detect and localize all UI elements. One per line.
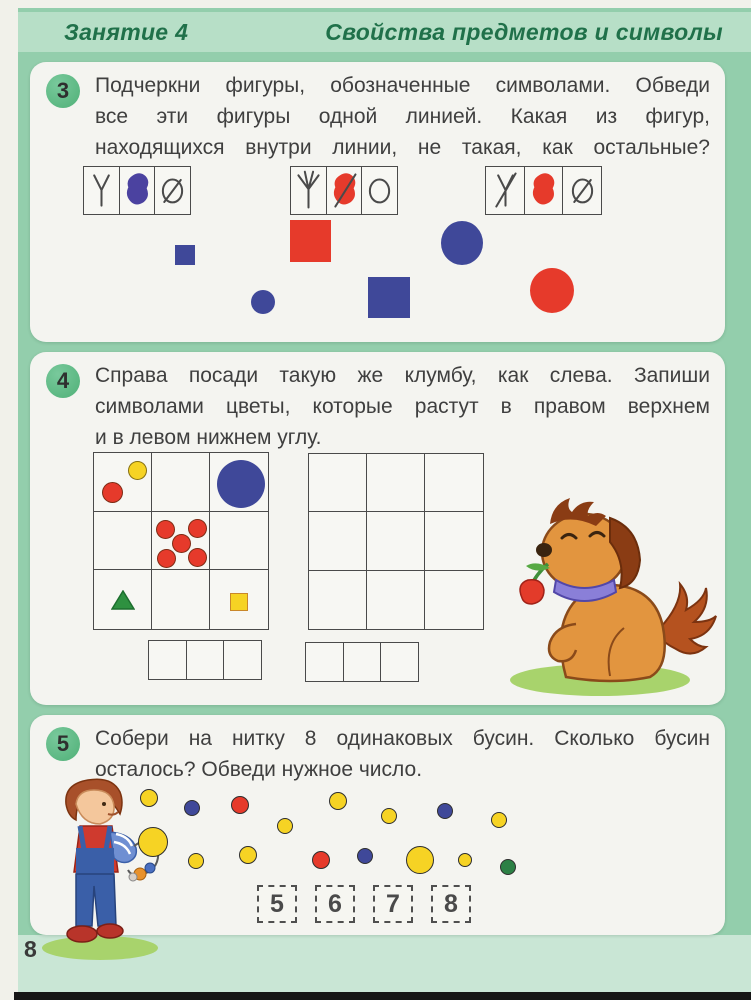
task4-text bbox=[95, 360, 710, 453]
task-text-line: все эти фигуры одной линией. Какая из фигур, bbox=[95, 105, 710, 128]
answer-cell[interactable] bbox=[380, 642, 419, 682]
bead-yellow bbox=[381, 808, 397, 824]
circle-crossed-icon bbox=[154, 166, 191, 215]
flower-circle-red bbox=[102, 482, 123, 503]
bead-yellow bbox=[188, 853, 204, 869]
task-text-line: Собери на нитку 8 одинаковых бусин. Сколько бусин bbox=[95, 727, 710, 750]
task-text-line: находящихся внутри линии, не такая, как остальные? bbox=[95, 136, 710, 159]
bead-yellow bbox=[406, 846, 434, 874]
bead-red bbox=[312, 851, 330, 869]
task-text-line: символами цветы, которые растут в правом верхнем bbox=[95, 395, 710, 418]
dog-illustration bbox=[492, 476, 722, 701]
y-symbol-crossed-icon bbox=[485, 166, 525, 215]
left-flowerbed-grid bbox=[93, 452, 269, 630]
left-answer-row bbox=[150, 640, 262, 680]
bead-green bbox=[500, 859, 516, 875]
page-number: 8 bbox=[24, 936, 37, 962]
right-flowerbed-grid bbox=[308, 453, 484, 630]
lesson-label: Занятие 4 bbox=[64, 18, 189, 45]
bead-yellow bbox=[239, 846, 257, 864]
blue-blob-icon bbox=[119, 166, 156, 215]
red-blob-icon bbox=[524, 166, 564, 215]
task-text-line: Справа посади такую же клумбу, как слева. Запиши bbox=[95, 364, 710, 387]
scan-edge-bar bbox=[14, 992, 751, 1000]
choice-8[interactable]: 8 bbox=[431, 885, 471, 923]
task4-badge: 4 bbox=[46, 364, 80, 398]
circle-crossed-icon bbox=[562, 166, 602, 215]
bead-yellow bbox=[329, 792, 347, 810]
flower-triangle-triangle_green bbox=[111, 590, 135, 615]
choice-6[interactable]: 6 bbox=[315, 885, 355, 923]
choice-5[interactable]: 5 bbox=[257, 885, 297, 923]
grid-items bbox=[94, 453, 268, 629]
task5-text bbox=[95, 723, 710, 785]
shape-square-red[interactable] bbox=[290, 220, 331, 262]
fan-symbol-icon bbox=[290, 166, 327, 215]
flower-circle-red bbox=[157, 549, 176, 568]
flower-circle-red bbox=[172, 534, 191, 553]
bead-red bbox=[231, 796, 249, 814]
shape-square-blue[interactable] bbox=[368, 277, 410, 318]
task-text-line: и в левом нижнем углу. bbox=[95, 426, 322, 449]
bead-yellow bbox=[491, 812, 507, 828]
choice-7[interactable]: 7 bbox=[373, 885, 413, 923]
shape-circle-red[interactable] bbox=[530, 268, 574, 313]
shape-circle-blue[interactable] bbox=[441, 221, 483, 265]
task-text-line: Подчеркни фигуры, обозначенные символами. Обведи bbox=[95, 74, 710, 97]
page-title: Свойства предметов и символы bbox=[325, 18, 723, 45]
right-answer-row bbox=[307, 642, 419, 682]
symbol-card bbox=[85, 166, 191, 215]
answer-cell[interactable] bbox=[305, 642, 344, 682]
answer-cell[interactable] bbox=[148, 640, 187, 680]
grid-items bbox=[309, 454, 483, 629]
bead-blue bbox=[437, 803, 453, 819]
flower-square-yellow bbox=[230, 593, 248, 611]
bead-yellow bbox=[138, 827, 168, 857]
red-blob-crossed-icon bbox=[326, 166, 363, 215]
task-text-line: осталось? Обведи нужное число. bbox=[95, 758, 423, 781]
bead-blue bbox=[184, 800, 200, 816]
symbol-card bbox=[487, 166, 602, 215]
bead-yellow bbox=[277, 818, 293, 834]
bead-yellow bbox=[140, 789, 158, 807]
answer-cell[interactable] bbox=[223, 640, 262, 680]
header-band bbox=[18, 12, 751, 52]
answer-cell[interactable] bbox=[186, 640, 225, 680]
shape-circle-blue[interactable] bbox=[251, 290, 275, 314]
circle-icon bbox=[361, 166, 398, 215]
flower-circle-red bbox=[188, 519, 207, 538]
symbol-card bbox=[292, 166, 398, 215]
shape-square-blue[interactable] bbox=[175, 245, 195, 265]
task3-text bbox=[95, 70, 710, 163]
answer-cell[interactable] bbox=[343, 642, 382, 682]
task3-badge: 3 bbox=[46, 74, 80, 108]
bead-yellow bbox=[458, 853, 472, 867]
y-symbol-icon bbox=[83, 166, 120, 215]
task5-badge: 5 bbox=[46, 727, 80, 761]
flower-circle-blue bbox=[217, 460, 265, 508]
flower-circle-red bbox=[188, 548, 207, 567]
flower-circle-yellow bbox=[128, 461, 147, 480]
bead-blue bbox=[357, 848, 373, 864]
flower-circle-red bbox=[156, 520, 175, 539]
